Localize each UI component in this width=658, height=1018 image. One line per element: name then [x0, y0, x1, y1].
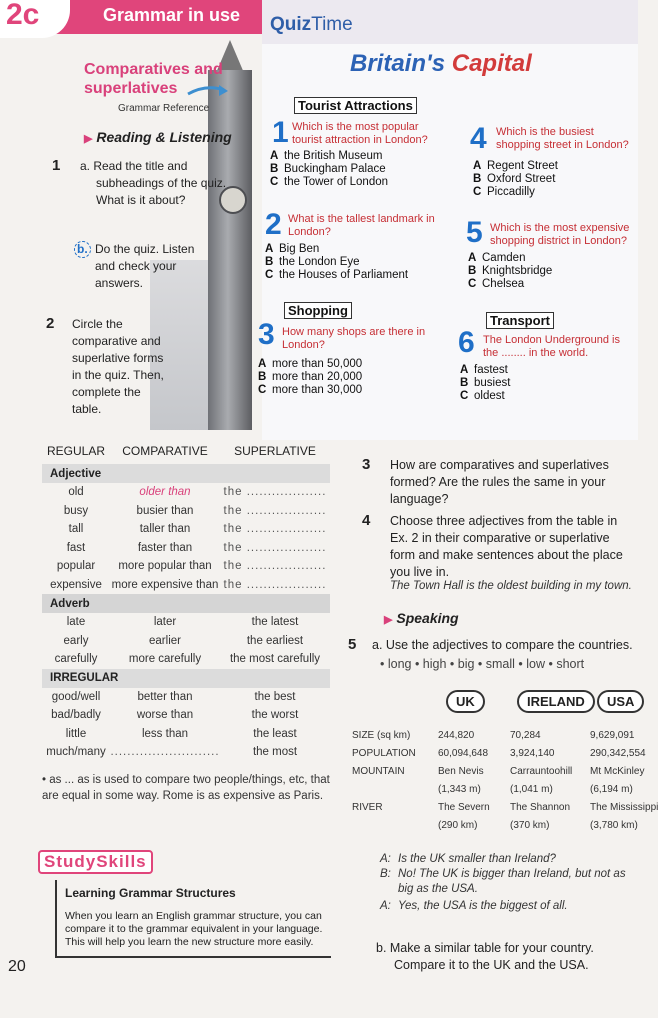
table-row: busy busier than the ................... [63, 504, 327, 517]
study-skills-box [55, 880, 331, 958]
question-1-options: A the British Museum B Buckingham Palace C the Tower of London [270, 150, 389, 188]
question-2-number: 2 [265, 208, 282, 241]
adjective-rows [42, 483, 330, 594]
exercise-3-text: How are comparatives and superlatives formed? Are the rules the same in your language? [390, 458, 609, 506]
grammar-reference: Grammar Reference [118, 103, 210, 114]
question-5-options: A Camden B Knightsbridge C Chelsea [468, 252, 553, 290]
table-row: bad/badly worse than the worst [51, 709, 299, 722]
exercise-1-number: 1 [52, 157, 61, 174]
triangle-icon: ▶ [384, 614, 393, 626]
question-1: Which is the most popular tourist attraction in London? [292, 121, 428, 146]
exercise-4-example: The Town Hall is the oldest building in my town. [390, 580, 632, 592]
country-data-table [352, 730, 658, 838]
exercise-5-words: • long • high • big • small • low • short [380, 657, 585, 671]
exercise-1a: a. Read the title and subheadings of the quiz. What is it about? [80, 159, 227, 207]
arrow-icon [186, 82, 230, 100]
lesson-heading: Comparatives and superlatives [84, 61, 223, 97]
question-4-number: 4 [470, 122, 487, 155]
exercise-5-number: 5 [348, 636, 357, 653]
exercise-4-text: Choose three adjectives from the table in Ex. 2 in their comparative or superlative form and make sentences about the place you live in. [390, 514, 623, 579]
adverb-label: Adverb [42, 594, 330, 613]
question-4: Which is the busiest shopping street in London? [496, 126, 629, 151]
table-row: SIZE (sq km) 244,820 70,284 9,629,091 [352, 730, 635, 741]
dialogue-line: A: Is the UK smaller than Ireland? [380, 853, 556, 865]
exercise-2-number: 2 [46, 315, 55, 332]
dialogue [380, 852, 636, 914]
country-uk: UK [446, 690, 485, 713]
table-row: old older than the ................... [68, 486, 327, 499]
page-number: 20 [8, 958, 26, 975]
study-skills-heading: Learning Grammar Structures [65, 886, 236, 900]
study-skills-text: When you learn an English grammar structure, you can compare it to the grammar equivalent in your language. This will help you learn the new structure more easily. [65, 910, 323, 948]
quiz-title: Britain's Capital [350, 50, 532, 77]
category-tourist-attractions: Tourist Attractions [294, 97, 417, 114]
table-row: fast faster than the ................... [66, 541, 327, 554]
table-row: tall taller than the ................... [68, 523, 327, 536]
irregular-rows [42, 688, 330, 762]
table-row: MOUNTAIN Ben Nevis Carrauntoohill Mt McKinley [352, 766, 645, 777]
question-4-options: A Regent Street B Oxford Street C Piccadilly [473, 160, 558, 198]
table-row: carefully more carefully the most carefully [54, 653, 321, 666]
as-as-note: • as ... as is used to compare two people/things, etc, that are equal in some way. Rome is as expensive as Paris. [42, 774, 330, 802]
country-usa: USA [597, 690, 644, 713]
reading-listening-heading: ▶ Reading & Listening [84, 129, 232, 145]
question-3: How many shops are there in London? [282, 326, 426, 351]
quiz-time-title: QuizTime [270, 14, 353, 35]
question-3-number: 3 [258, 318, 275, 351]
table-row: good/well better than the best [51, 690, 296, 703]
triangle-icon: ▶ [84, 133, 93, 145]
study-skills-badge: StudySkills [38, 850, 153, 874]
table-row: RIVER The Severn The Shannon The Mississippi [352, 802, 658, 813]
exercise-1b: Do the quiz. Listen and check your answers. [95, 242, 195, 290]
exercise-4-number: 4 [362, 512, 371, 529]
table-row: expensive more expensive than the ................... [50, 578, 327, 591]
question-5-number: 5 [466, 216, 483, 249]
exercise-3-number: 3 [362, 456, 371, 473]
table-row: little less than the least [65, 727, 297, 740]
table-row: late later the latest [66, 616, 299, 629]
question-6-options: A fastest B busiest C oldest [460, 364, 511, 402]
table-row: POPULATION 60,094,648 3,924,140 290,342,554 [352, 748, 646, 759]
table-row: popular more popular than the ................... [56, 560, 327, 573]
exercise-5b: b. Make a similar table for your country. Compare it to the UK and the USA. [376, 941, 594, 972]
country-ireland: IRELAND [517, 690, 595, 713]
dialogue-line: B: No! The UK is bigger than Ireland, but not as big as the USA. [380, 868, 626, 895]
section-title: Grammar in use [103, 5, 241, 25]
dialogue-line: A: Yes, the USA is the biggest of all. [380, 900, 568, 912]
exercise-1b-label: b. [74, 241, 91, 258]
exercise-5a: a. Use the adjectives to compare the countries. [372, 638, 633, 652]
question-3-options: A more than 50,000 B more than 20,000 C more than 30,000 [258, 358, 363, 396]
category-transport: Transport [486, 312, 554, 329]
speaking-heading: ▶ Speaking [384, 610, 459, 626]
adverb-rows [42, 613, 330, 669]
question-2-options: A Big Ben B the London Eye C the Houses of Parliament [265, 243, 409, 281]
table-row: early earlier the earliest [63, 634, 304, 647]
big-ben-tower [208, 70, 252, 430]
irregular-label: IRREGULAR [42, 669, 330, 688]
grammar-table [42, 438, 330, 762]
exercise-2-text: Circle the comparative and superlative forms in the quiz. Then, complete the table. [72, 317, 164, 416]
section-number: 2c [6, 0, 40, 31]
question-6-number: 6 [458, 326, 475, 359]
table-row: (290 km) (370 km) (3,780 km) [438, 820, 638, 831]
adjective-label: Adjective [42, 464, 330, 483]
table-row: much/many .......................... the most [46, 746, 298, 759]
table-row: (1,343 m) (1,041 m) (6,194 m) [438, 784, 633, 795]
question-5: Which is the most expensive shopping district in London? [490, 222, 630, 247]
question-1-number: 1 [272, 116, 289, 149]
category-shopping: Shopping [284, 302, 352, 319]
question-6: The London Underground is the ........ in the world. [483, 334, 620, 359]
table-header: REGULAR COMPARATIVE SUPERLATIVE [46, 444, 316, 458]
question-2: What is the tallest landmark in London? [288, 213, 435, 238]
